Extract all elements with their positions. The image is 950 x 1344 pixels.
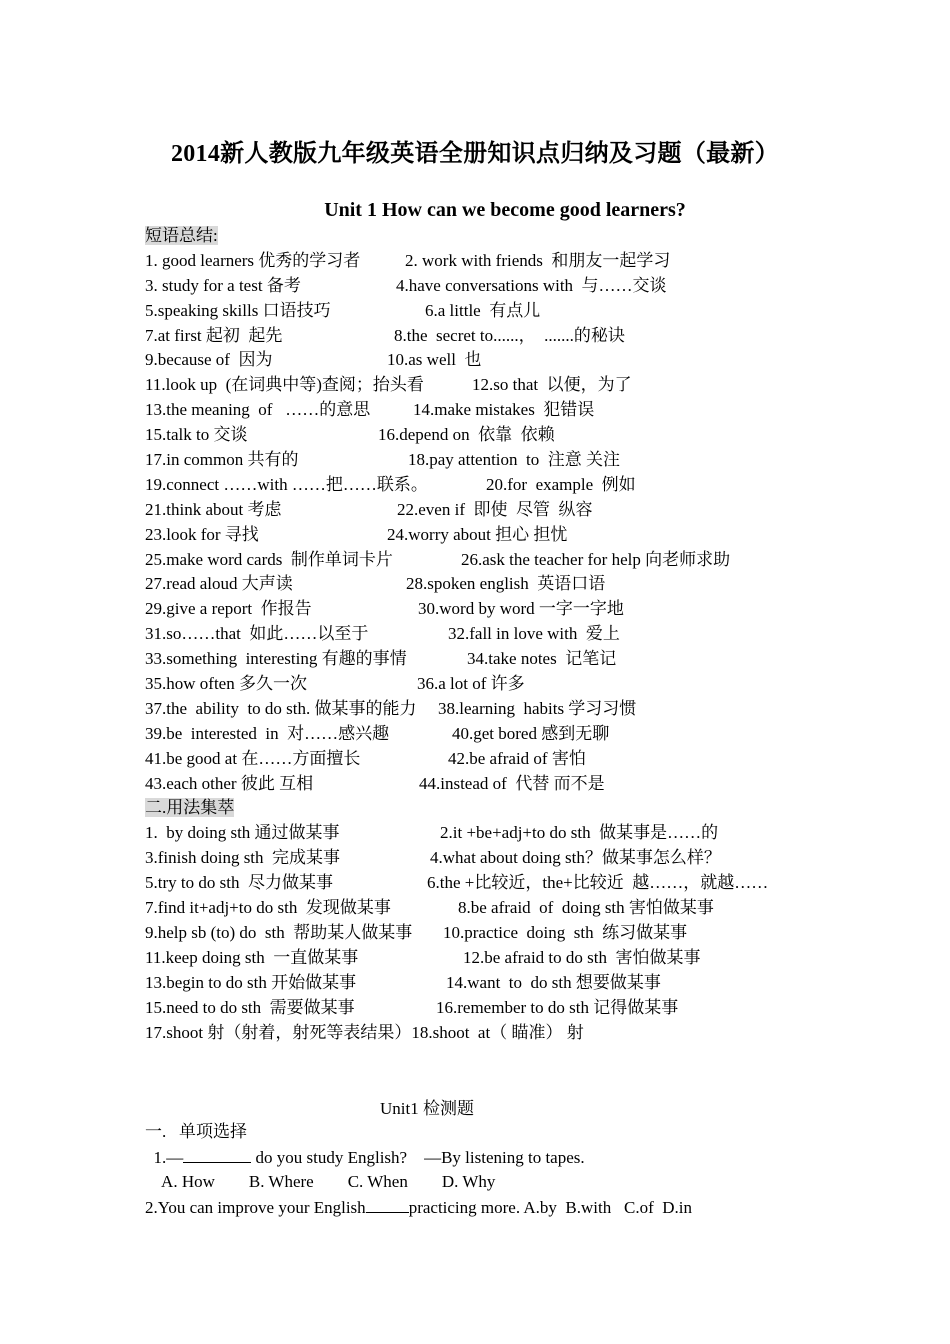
usage-row-left: 11.keep doing sth 一直做某事 xyxy=(145,947,359,967)
phrase-row-right: 16.depend on 依靠 依赖 xyxy=(378,425,555,445)
usage-row-left: 1. by doing sth 通过做某事 xyxy=(145,823,340,843)
usage-row xyxy=(145,821,719,846)
question-2-suffix: practicing more. A.by B.with C.of D.in xyxy=(408,1197,692,1217)
usage-row xyxy=(145,871,769,896)
phrase-row xyxy=(145,274,667,299)
usage-row-left: 13.begin to do sth 开始做某事 xyxy=(145,972,357,992)
usage-row-left: 3.finish doing sth 完成某事 xyxy=(145,848,341,868)
usage-row xyxy=(145,996,679,1021)
usage-row xyxy=(145,971,661,996)
usage-row-left: 15.need to do sth 需要做某事 xyxy=(145,997,355,1017)
phrase-row xyxy=(145,299,541,324)
section-one-heading: 一. 单项选择 xyxy=(145,1122,247,1141)
phrase-row xyxy=(145,348,482,373)
phrase-row xyxy=(145,548,731,573)
usage-heading: 二.用法集萃 xyxy=(145,798,235,818)
unit-title: Unit 1 How can we become good learners? xyxy=(324,199,686,221)
phrase-row xyxy=(145,523,568,548)
phrase-row xyxy=(145,249,671,274)
usage-row xyxy=(145,846,721,871)
phrase-row xyxy=(145,473,636,498)
phrase-row-right: 18.pay attention to 注意 关注 xyxy=(408,450,621,470)
phrase-row-right: 22.even if 即使 尽管 纵容 xyxy=(397,499,593,519)
phrase-row-left: 27.read aloud 大声读 xyxy=(145,574,293,594)
phrase-row-right: 42.be afraid of 害怕 xyxy=(448,748,586,768)
phrase-row-right: 2. work with friends 和朋友一起学习 xyxy=(405,250,671,270)
phrase-row-right: 32.fall in love with 爱上 xyxy=(448,624,620,644)
phrase-row-right: 40.get bored 感到无聊 xyxy=(452,723,610,743)
phrase-row-left: 3. study for a test 备考 xyxy=(145,275,301,295)
question-2-prefix: 2.You can improve your English xyxy=(145,1197,366,1217)
test-section xyxy=(145,1120,692,1220)
phrase-row-left: 19.connect ……with ……把……联系。 xyxy=(145,474,428,494)
unit-notes xyxy=(145,224,769,1045)
usage-heading-line xyxy=(145,796,428,821)
question-2 xyxy=(145,1195,692,1220)
phrase-row-right: 24.worry about 担心 担忧 xyxy=(387,524,568,544)
phrase-row xyxy=(145,722,610,747)
test-title: Unit1 检测题 xyxy=(380,1099,474,1118)
phrase-row-left: 35.how often 多久一次 xyxy=(145,674,307,694)
question-1-blank xyxy=(183,1145,251,1163)
phrase-row xyxy=(145,772,605,797)
phrase-row-left: 31.so……that 如此……以至于 xyxy=(145,624,369,644)
phrase-row xyxy=(145,672,525,697)
phrase-row-right: 14.make mistakes 犯错误 xyxy=(413,400,595,420)
usage-row-left: 7.find it+adj+to do sth 发现做某事 xyxy=(145,898,391,918)
phrase-row xyxy=(145,747,586,772)
phrase-row-left: 15.talk to 交谈 xyxy=(145,425,248,445)
phrase-row xyxy=(145,572,606,597)
usage-row-right: 14.want to do sth 想要做某事 xyxy=(446,972,661,992)
phrase-row-left: 11.look up (在词典中等)查阅；抬头看 xyxy=(145,375,424,395)
usage-row-right: 16.remember to do sth 记得做某事 xyxy=(436,997,679,1017)
phrase-row-left: 5.speaking skills 口语技巧 xyxy=(145,300,331,320)
phrase-row xyxy=(145,324,625,349)
phrase-row-right: 30.word by word 一字一字地 xyxy=(418,599,624,619)
usage-row xyxy=(145,921,688,946)
phrase-row-left: 17.in common 共有的 xyxy=(145,450,299,470)
phrase-row-right: 20.for example 例如 xyxy=(486,474,636,494)
phrases-list xyxy=(145,249,731,797)
phrase-row-right: 38.learning habits 学习习惯 xyxy=(438,698,637,718)
phrases-heading: 短语总结: xyxy=(145,226,218,245)
phrase-row-left: 37.the ability to do sth. 做某事的能力 xyxy=(145,698,417,718)
phrase-row-left: 25.make word cards 制作单词卡片 xyxy=(145,549,393,569)
phrase-row-right: 36.a lot of 许多 xyxy=(417,674,525,694)
usage-row-right: 10.practice doing sth 练习做某事 xyxy=(443,922,688,942)
usage-row-right: 2.it +be+adj+to do sth 做某事是……的 xyxy=(440,823,719,843)
usage-row-right: 6.the +比较近，the+比较近 越……，就越…… xyxy=(427,873,769,893)
question-1-options: A. How B. Where C. When D. Why xyxy=(145,1171,496,1191)
phrase-row xyxy=(145,448,621,473)
phrase-row-left: 13.the meaning of ……的意思 xyxy=(145,400,371,420)
phrase-row-right: 28.spoken english 英语口语 xyxy=(406,574,606,594)
phrase-row xyxy=(145,697,637,722)
phrase-row-right: 6.a little 有点儿 xyxy=(425,300,541,320)
usage-row-right: 8.be afraid of doing sth 害怕做某事 xyxy=(458,898,714,918)
question-2-blank xyxy=(366,1195,409,1213)
usage-row xyxy=(145,1021,584,1046)
phrase-row-right: 26.ask the teacher for help 向老师求助 xyxy=(461,549,731,569)
phrase-row xyxy=(145,373,632,398)
usage-list xyxy=(145,821,769,1045)
phrase-row-left: 43.each other 彼此 互相 xyxy=(145,773,314,793)
phrase-row-left: 1. good learners 优秀的学习者 xyxy=(145,250,361,270)
phrase-row-left: 41.be good at 在……方面擅长 xyxy=(145,748,361,768)
phrase-row xyxy=(145,398,595,423)
document-title: 2014新人教版九年级英语全册知识点归纳及习题（最新） xyxy=(170,141,780,167)
usage-row-left: 9.help sb (to) do sth 帮助某人做某事 xyxy=(145,922,413,942)
usage-row xyxy=(145,946,701,971)
phrase-row xyxy=(145,647,617,672)
phrase-row-left: 7.at first 起初 起先 xyxy=(145,325,283,345)
phrase-row-left: 9.because of 因为 xyxy=(145,350,273,370)
question-1-prefix: 1.— xyxy=(145,1147,184,1167)
phrase-row xyxy=(145,498,593,523)
usage-row-left: 5.try to do sth 尽力做某事 xyxy=(145,873,333,893)
phrase-row-right: 10.as well 也 xyxy=(387,350,482,370)
phrase-row xyxy=(145,423,555,448)
phrase-row xyxy=(145,597,624,622)
phrase-row-right: 8.the secret to......， .......的秘诀 xyxy=(394,325,625,345)
phrase-row xyxy=(145,622,620,647)
question-1 xyxy=(145,1145,692,1170)
phrase-row-left: 33.something interesting 有趣的事情 xyxy=(145,649,407,669)
phrase-row-left: 21.think about 考虑 xyxy=(145,499,282,519)
phrase-row-left: 39.be interested in 对……感兴趣 xyxy=(145,723,390,743)
usage-row xyxy=(145,896,714,921)
usage-row-right: 4.what about doing sth？做某事怎么样？ xyxy=(430,848,721,868)
usage-row-right: 12.be afraid to do sth 害怕做某事 xyxy=(463,947,701,967)
phrase-row-right: 4.have conversations with 与……交谈 xyxy=(396,275,667,295)
usage-row-left: 17.shoot 射（射着，射死等表结果） xyxy=(145,1022,412,1042)
phrases-heading-line xyxy=(145,224,428,249)
usage-row-right: 18.shoot at（ 瞄准） 射 xyxy=(411,1022,584,1042)
phrase-row-left: 23.look for 寻找 xyxy=(145,524,259,544)
phrase-row-right: 44.instead of 代替 而不是 xyxy=(419,773,605,793)
phrase-row-right: 34.take notes 记笔记 xyxy=(467,649,617,669)
question-1-suffix: do you study English? —By listening to tapes. xyxy=(251,1147,585,1167)
phrase-row-right: 12.so that 以便，为了 xyxy=(472,375,632,395)
phrase-row-left: 29.give a report 作报告 xyxy=(145,599,312,619)
